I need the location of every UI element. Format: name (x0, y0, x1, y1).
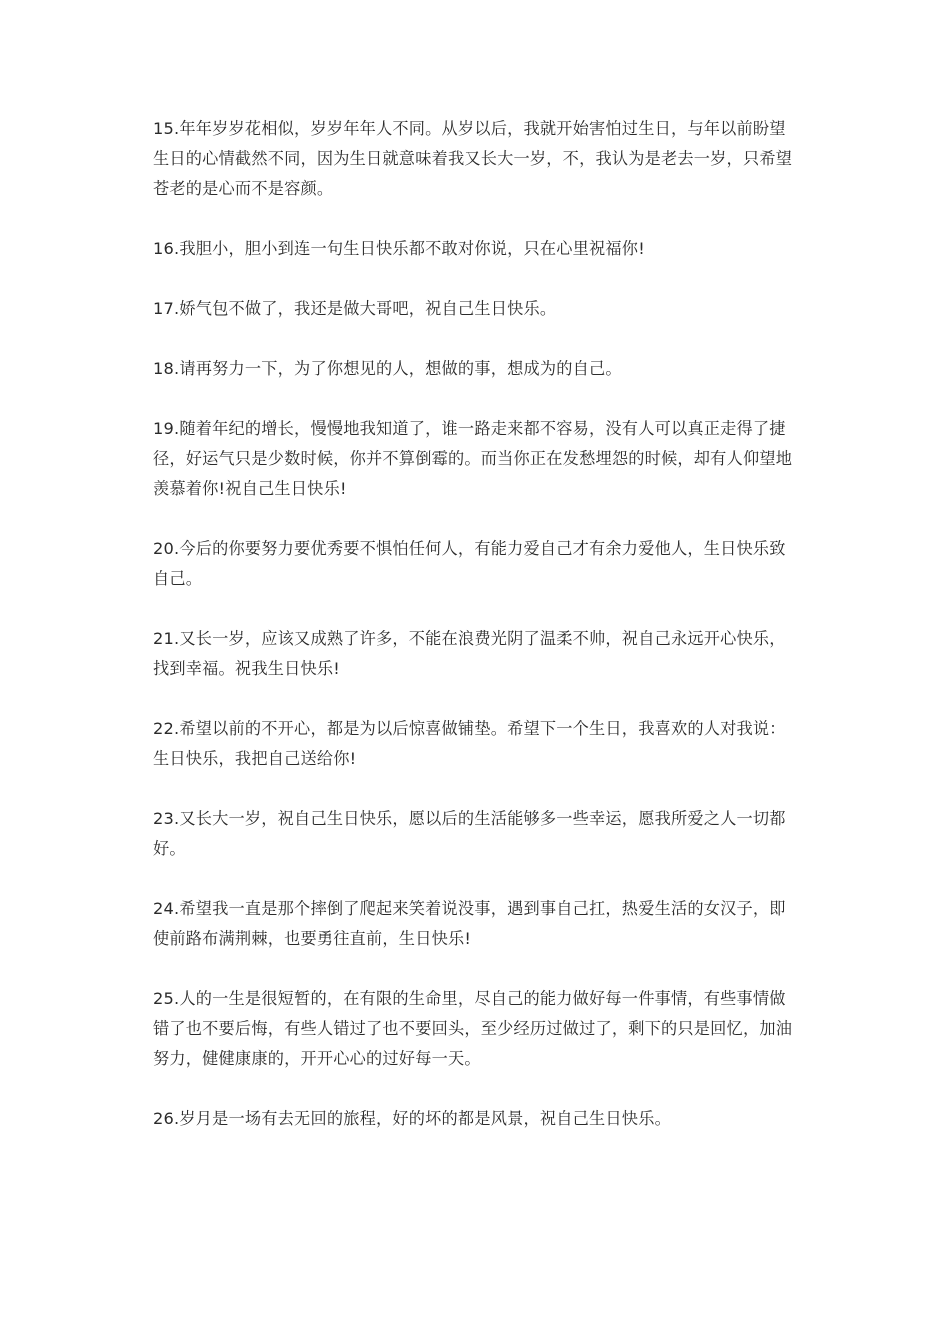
document-body (153, 114, 801, 1164)
paragraph-21: 21.又长一岁，应该又成熟了许多，不能在浪费光阴了温柔不帅，祝自己永远开心快乐，找到幸福。祝我生日快乐! (153, 629, 786, 678)
paragraph-19: 19.随着年纪的增长，慢慢地我知道了，谁一路走来都不容易，没有人可以真正走得了捷径，好运气只是少数时候，你并不算倒霉的。而当你正在发愁埋怨的时候，却有人仰望地羡慕着你!祝自己生日快乐! (153, 419, 793, 498)
paragraph-26: 26.岁月是一场有去无回的旅程，好的坏的都是风景，祝自己生日快乐。 (153, 1109, 671, 1128)
paragraph-25: 25.人的一生是很短暂的，在有限的生命里，尽自己的能力做好每一件事情，有些事情做错了也不要后悔，有些人错过了也不要回头，至少经历过做过了，剩下的只是回忆，加油努力，健健康康的，开开心心的过好每一天。 (153, 989, 793, 1068)
paragraph-18: 18.请再努力一下，为了你想见的人，想做的事，想成为的自己。 (153, 359, 622, 378)
paragraph-15: 15.年年岁岁花相似，岁岁年年人不同。从岁以后，我就开始害怕过生日，与年以前盼望生日的心情截然不同，因为生日就意味着我又长大一岁，不，我认为是老去一岁，只希望苍老的是心而不是容颜。 (153, 119, 793, 198)
paragraph-24: 24.希望我一直是那个摔倒了爬起来笑着说没事，遇到事自己扛，热爱生活的女汉子，即使前路布满荆棘，也要勇往直前，生日快乐! (153, 899, 786, 948)
paragraph-17: 17.娇气包不做了，我还是做大哥吧，祝自己生日快乐。 (153, 299, 557, 318)
paragraph-23: 23.又长大一岁，祝自己生日快乐，愿以后的生活能够多一些幸运，愿我所爱之人一切都好。 (153, 809, 786, 858)
paragraph-22: 22.希望以前的不开心，都是为以后惊喜做铺垫。希望下一个生日，我喜欢的人对我说：生日快乐，我把自己送给你! (153, 719, 786, 768)
paragraph-16: 16.我胆小，胆小到连一句生日快乐都不敢对你说，只在心里祝福你! (153, 239, 645, 258)
paragraph-20: 20.今后的你要努力要优秀要不惧怕任何人，有能力爱自己才有余力爱他人，生日快乐致自己。 (153, 539, 786, 588)
